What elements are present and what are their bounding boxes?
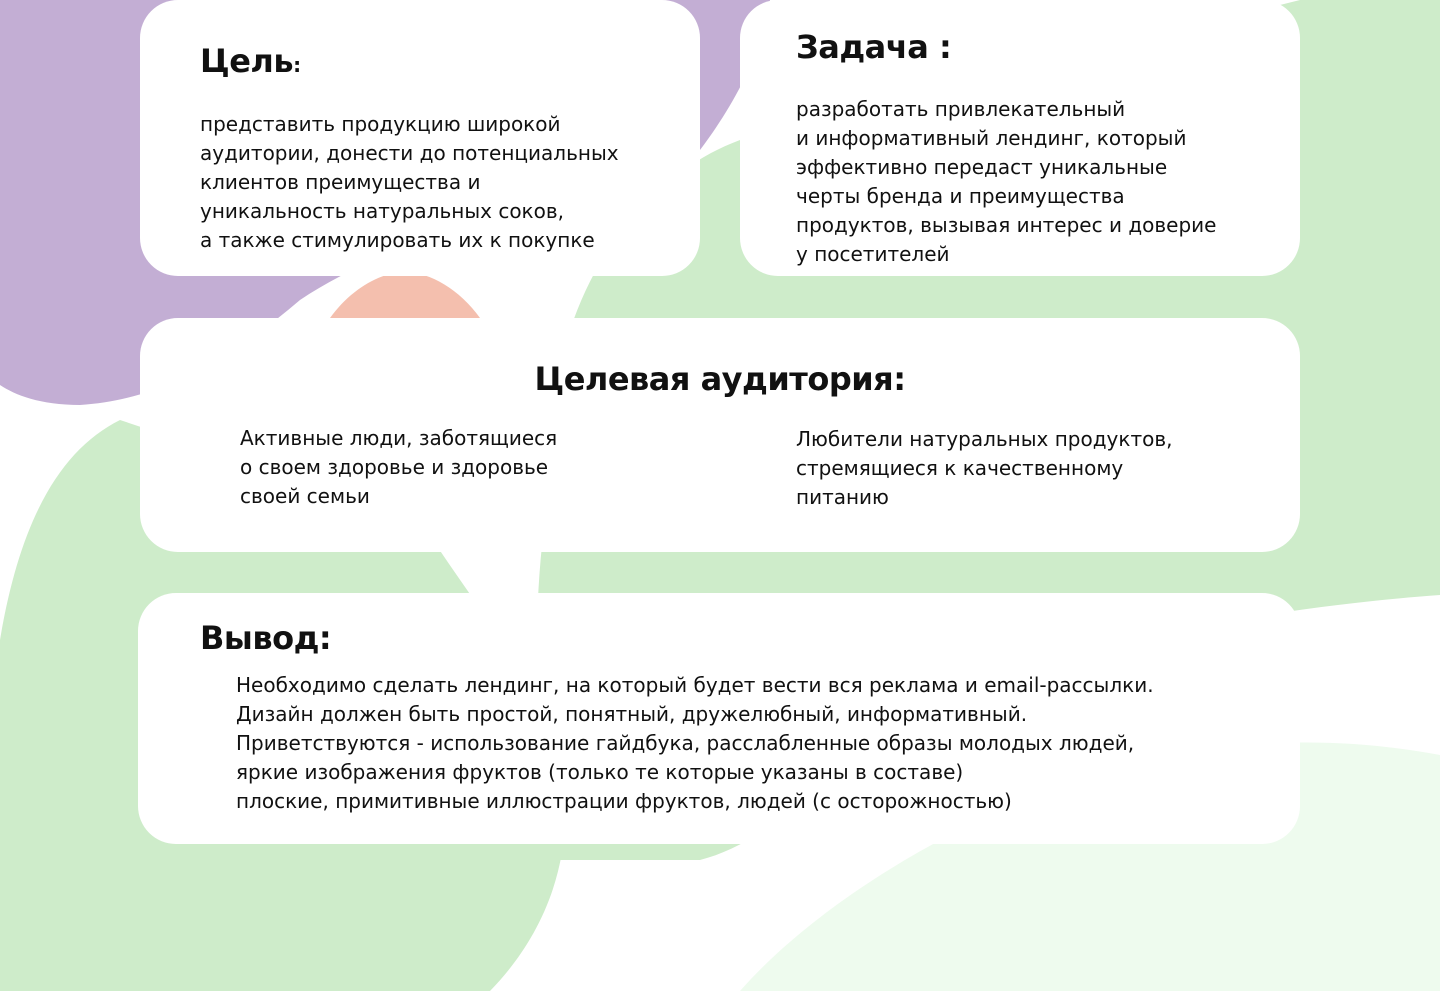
goal-card [140, 0, 700, 276]
goal-text: представить продукцию широкой аудитории, донести до потенциальных клиентов преимущества и уникальность натуральных соков, а также стимулировать их к покупке [200, 112, 619, 252]
conclusion-title: Вывод: [200, 619, 332, 657]
peach-blob [330, 272, 480, 318]
audience-title: Целевая аудитория: [534, 360, 906, 398]
task-card [740, 0, 1300, 276]
goal-title: Цель: [200, 42, 301, 80]
task-text: разработать привлекательный и информативный лендинг, который эффективно передаст уникальные черты бренда и преимущества продуктов, вызывая интерес и доверие у посетителей [796, 97, 1217, 266]
conclusion-text: Необходимо сделать лендинг, на который будет вести вся реклама и email-рассылки. Дизайн должен быть простой, понятный, дружелюбный, информативный. Приветствуются - использование гайдбука, расслабленные образы молодых людей, яркие изображения фруктов (только те которые указаны в составе) плоские, примитивные иллюстрации фруктов, людей (с осторожностью) [236, 673, 1154, 813]
task-title: Задача : [796, 28, 952, 66]
audience-left-text: Активные люди, заботящиеся о своем здоровье и здоровье своей семьи [240, 426, 558, 508]
conclusion-card [138, 593, 1300, 844]
audience-card [140, 318, 1300, 552]
audience-right-text: Любители натуральных продуктов, стремящиеся к качественному питанию [796, 427, 1173, 509]
